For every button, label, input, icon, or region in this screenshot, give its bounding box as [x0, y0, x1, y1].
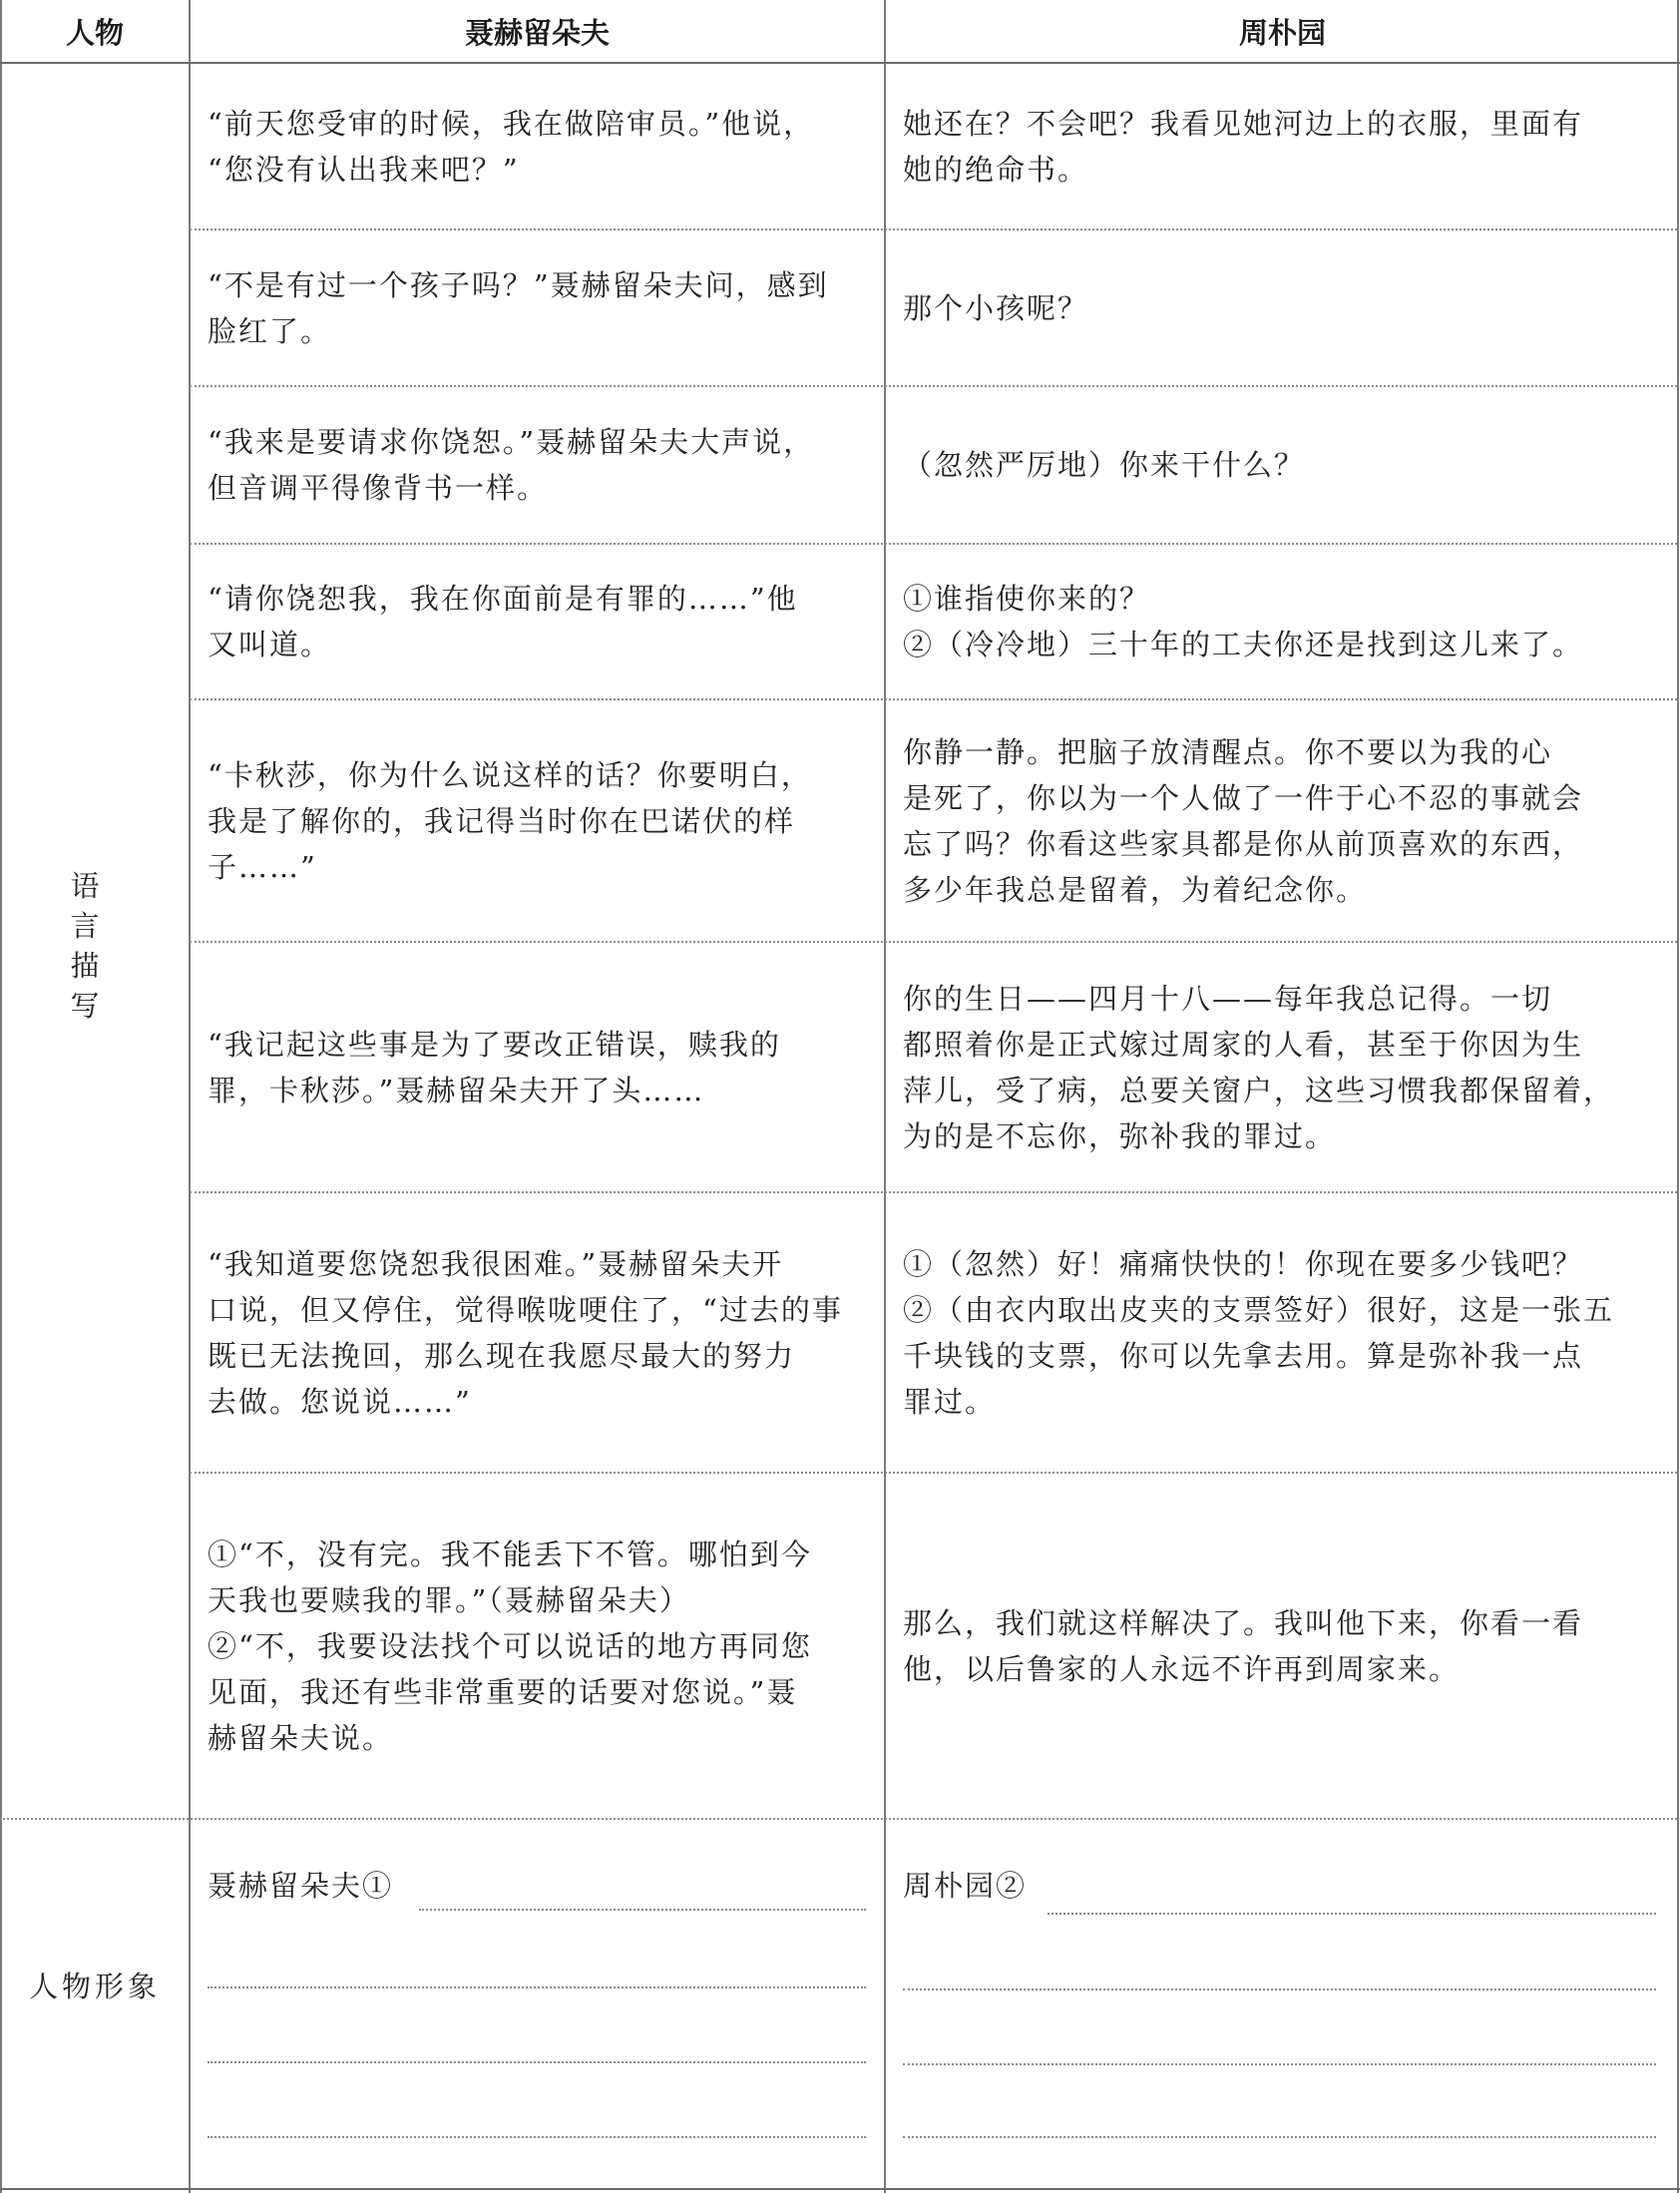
table-row-6-zhou: 你的生日——四月十八——每年我总记得。一切 都照着你是正式嫁过周家的人看，甚至于你因为生 萍儿，受了病，总要关窗户，这些习惯我都保留着， 为的是不忘你，弥补我的罪过。	[903, 981, 1615, 1153]
table-bottom-rule	[0, 2188, 1680, 2190]
section-label-character-image: 人物形象	[28, 1970, 161, 2003]
nekhlyudov-answer-line-4[interactable]	[208, 2136, 866, 2138]
zhou-answer-line-2[interactable]	[903, 1988, 1656, 1990]
table-row-6-nekhlyudov: “我记起这些事是为了要改正错误，赎我的 罪，卡秋莎。”聂赫留朵夫开了头……	[208, 1027, 781, 1107]
table-border-right	[1677, 0, 1679, 2193]
table-row-7-zhou: ①（忽然）好！痛痛快快的！你现在要多少钱吧？ ②（由衣内取出皮夹的支票签好）很好，这是一张五 千块钱的支票，你可以先拿去用。算是弥补我一点 罪过。	[903, 1246, 1615, 1419]
table-row-1-nekhlyudov: “前天您受审的时候，我在做陪审员。”他说， “您没有认出我来吧？”	[208, 106, 815, 187]
table-row-4-zhou: ①谁指使你来的？ ②（冷冷地）三十年的工夫你还是找到这儿来了。	[903, 582, 1584, 661]
zhou-answer-line-4[interactable]	[903, 2136, 1656, 2138]
section-divider	[0, 1818, 1677, 1820]
nekhlyudov-answer-line-2[interactable]	[208, 1986, 866, 1988]
table-row-2-nekhlyudov: “不是有过一个孩子吗？”聂赫留朵夫问，感到 脸红了。	[208, 267, 829, 348]
zhou-answer-prompt: 周朴园②	[903, 1869, 1028, 1903]
table-row-8-nekhlyudov: ①“不，没有完。我不能丢下不管。哪怕到今 天我也要赎我的罪。”（聂赫留朵夫） ②“不，我要设法找个可以说话的地方再同您 见面，我还有些非常重要的话要对您说。”聂 赫留朵夫说。	[208, 1536, 812, 1755]
table-row-3-zhou: （忽然严厉地）你来干什么？	[903, 448, 1306, 482]
table-row-5-nekhlyudov: “卡秋莎，你为什么说这样的话？你要明白， 我是了解你的，我记得当时你在巴诺伏的样 子……”	[208, 757, 812, 884]
section-label-language-text: 语言描写	[70, 869, 100, 1023]
section-label-language	[65, 866, 105, 1026]
table-row-8-zhou: 那么，我们就这样解决了。我叫他下来，你看一看 他，以后鲁家的人永远不许再到周家来。	[903, 1605, 1584, 1686]
table-row-7-nekhlyudov: “我知道要您饶恕我很困难。”聂赫留朵夫开 口说，但又停住，觉得喉咙哽住了，“过去的事 既已无法挽回，那么现在我愿尽最大的努力 去做。您说说……”	[208, 1246, 843, 1419]
column-divider-2	[884, 0, 886, 2193]
zhou-answer-line-1[interactable]	[1048, 1913, 1656, 1915]
table-row-2-zhou: 那个小孩呢？	[903, 290, 1089, 325]
nekhlyudov-answer-line-1[interactable]	[419, 1909, 866, 1911]
table-border-left	[0, 0, 2, 2193]
table-row-3-nekhlyudov: “我来是要请求你饶恕。”聂赫留朵夫大声说， 但音调平得像背书一样。	[208, 425, 815, 505]
nekhlyudov-answer-prompt: 聂赫留朵夫①	[208, 1869, 394, 1903]
table-row-1-zhou: 她还在？不会吧？我看见她河边上的衣服，里面有 她的绝命书。	[903, 106, 1584, 187]
zhou-answer-line-3[interactable]	[903, 2063, 1656, 2065]
table-row-4-nekhlyudov: “请你饶恕我，我在你面前是有罪的……”他 又叫道。	[208, 582, 798, 661]
table-row-5-zhou: 你静一静。把脑子放清醒点。你不要以为我的心 是死了，你以为一个人做了一件于心不忍的事就会 忘了吗？你看这些家具都是你从前顶喜欢的东西， 多少年我总是留着，为着纪念你。	[903, 734, 1584, 907]
nekhlyudov-answer-line-3[interactable]	[208, 2061, 866, 2063]
header-zhou-puyuan: 周朴园	[1238, 15, 1326, 50]
header-person: 人物	[65, 15, 124, 50]
header-nekhlyudov: 聂赫留朵夫	[464, 15, 610, 50]
column-divider-1	[189, 0, 191, 2193]
